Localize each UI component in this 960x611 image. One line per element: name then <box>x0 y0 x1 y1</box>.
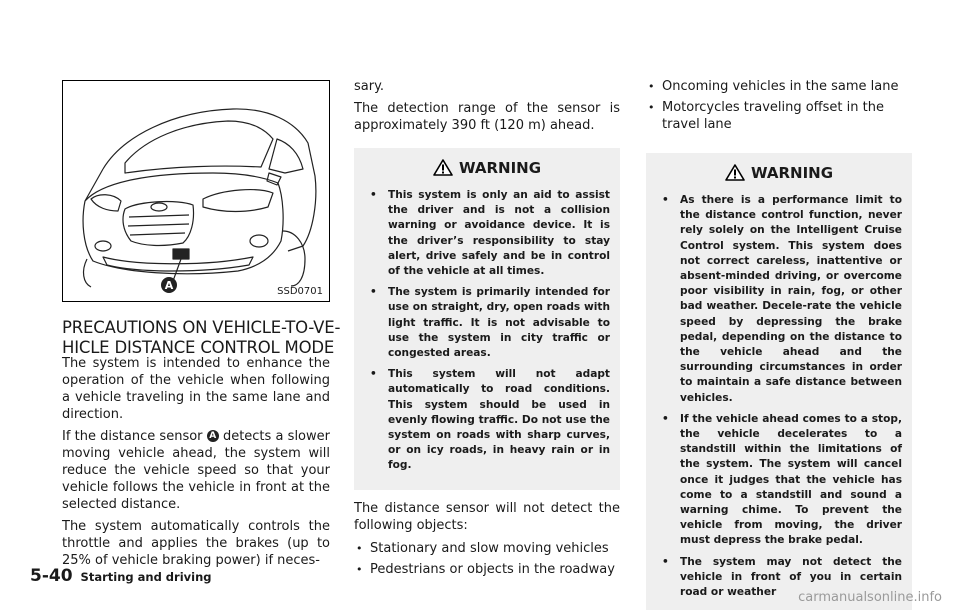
figure-code: SSD0701 <box>277 286 323 297</box>
vehicle-figure <box>62 80 330 302</box>
bullet: • <box>356 541 363 555</box>
column-1 <box>62 355 330 574</box>
section-title-line-1: PRECAUTIONS ON VEHICLE-TO-VE- <box>62 318 341 337</box>
bullet: • <box>370 368 377 381</box>
list-item: • Pedestrians or objects in the roadway <box>356 561 615 577</box>
warning-heading <box>656 163 902 183</box>
bullet: • <box>648 101 655 114</box>
watermark: carmanualsonline.info <box>798 590 942 605</box>
section-title <box>62 318 342 358</box>
page-footer <box>30 566 212 586</box>
warning-title: WARNING <box>458 159 542 177</box>
bullet-list <box>646 78 912 133</box>
bullet-list <box>354 540 620 578</box>
bullet: • <box>648 80 655 93</box>
warning-item: • This system will not adapt automatically to road conditions. This system should be used in evenly flowing traffic. Do not use the system on roads with sharp curves, or on icy roads, in heavy rain or in fog. <box>370 368 610 472</box>
column-2 <box>354 78 620 582</box>
figure-callout-a: A <box>164 279 174 292</box>
paragraph: The system is intended to enhance the operation of the vehicle when following a vehicle traveling in the same lane and direction. <box>62 356 330 422</box>
bullet: • <box>370 286 377 299</box>
paragraph: The system automatically controls the throttle and applies the brakes (up to 25% of vehicle braking power) if neces- <box>62 519 330 568</box>
list-item: • Stationary and slow moving vehicles <box>356 540 609 556</box>
warning-item: • If the vehicle ahead comes to a stop, the vehicle decelerates to a standstill within the limitations of the system. The system will cancel once it judges that the vehicle has come to a standstill and sound a warning chime. To prevent the vehicle from moving, the driver must depress the brake pedal. <box>662 412 902 547</box>
warning-item: • As there is a performance limit to the distance control function, never rely solely on the Intelligent Cruise Control system. This system does not correct careless, inattentive or absent-minded driving, or overcome poor visibility in rain, fog, or other bad weather. Decele-rate the vehicle speed by depressing the brake pedal, depending on the distance to the vehicle ahead and the surrounding circumstances in order to maintain a safe distance between vehicles. <box>662 194 902 404</box>
column-3 <box>646 78 912 610</box>
paragraph: The distance sensor will not detect the following objects: <box>354 500 620 533</box>
vehicle-illustration <box>63 81 329 301</box>
section-title-line-2: HICLE DISTANCE CONTROL MODE <box>62 338 335 357</box>
paragraph-text: detects a slower moving vehicle ahead, the system will reduce the vehicle speed so that your vehicle follows the vehicle in front at the selected distance. <box>62 429 330 512</box>
warning-box <box>646 153 912 610</box>
paragraph-text: If the distance sensor <box>62 429 203 444</box>
page-number: 5-40 <box>30 566 73 586</box>
footer-section: Starting and driving <box>80 570 212 584</box>
paragraph-sensor <box>62 428 330 513</box>
warning-item: • The system may not detect the vehicle in front of you in certain road or weather <box>662 555 902 599</box>
warning-icon <box>433 159 453 176</box>
list-item: • Motorcycles traveling offset in the travel lane <box>648 100 884 132</box>
warning-title: WARNING <box>750 164 834 182</box>
warning-box <box>354 148 620 490</box>
paragraph: The detection range of the sensor is approximately 390 ft (120 m) ahead. <box>354 101 620 133</box>
callout-a-marker: A <box>207 430 219 442</box>
bullet: • <box>662 412 669 425</box>
bullet: • <box>370 189 377 201</box>
bullet: • <box>662 194 669 206</box>
bullet: • <box>356 562 363 576</box>
warning-item: • The system is primarily intended for use on straight, dry, open roads with light traffic. It is not advisable to use the system in city traffic or congested areas. <box>370 286 610 360</box>
list-item: • Oncoming vehicles in the same lane <box>648 79 899 94</box>
warning-heading <box>364 158 610 178</box>
bullet: • <box>662 555 669 568</box>
paragraph: sary. <box>354 79 385 94</box>
warning-item: • This system is only an aid to assist the driver and is not a collision warning or avoidance device. It is the driver’s responsibility to stay alert, drive safely and be in control of the vehicle at all times. <box>370 189 610 278</box>
warning-icon <box>725 164 745 181</box>
